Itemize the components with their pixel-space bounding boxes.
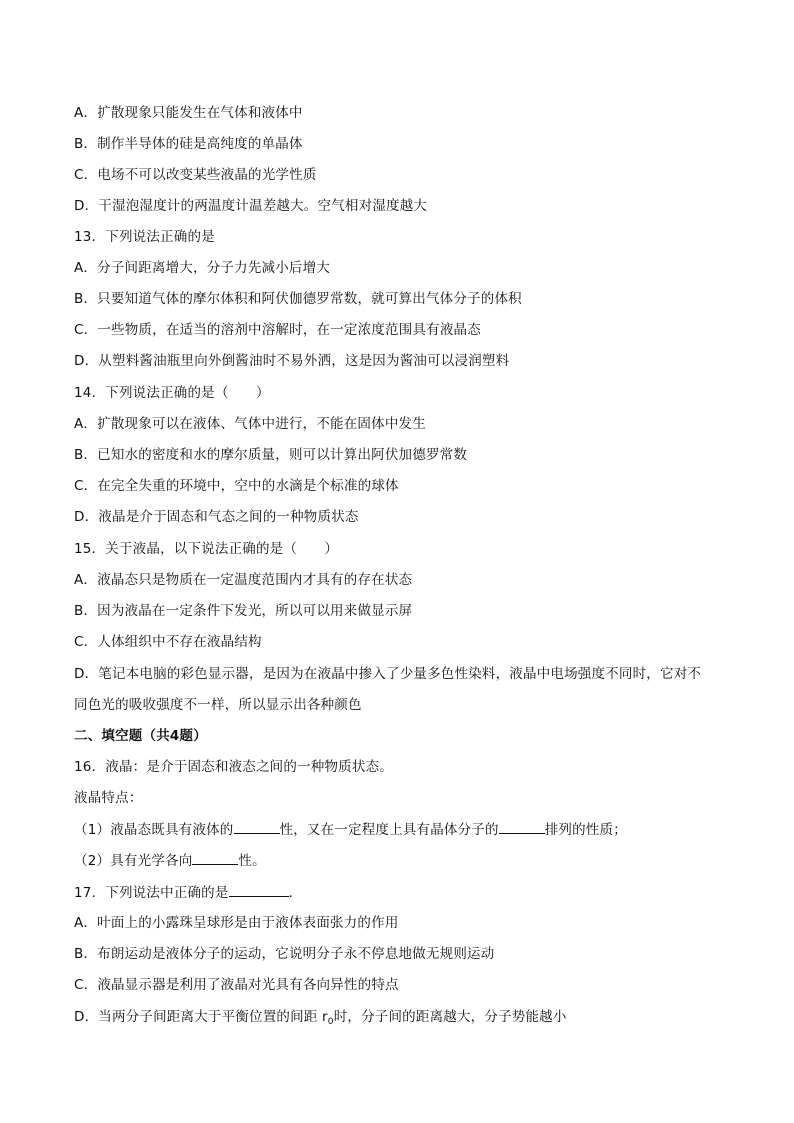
q12-option-c: C．电场不可以改变某些液晶的光学性质 bbox=[74, 167, 317, 183]
q12-option-a: A．扩散现象只能发生在气体和液体中 bbox=[74, 105, 303, 121]
q16-features-label: 液晶特点： bbox=[74, 790, 143, 806]
q17-option-d-text-a: D．当两分子间距离大于平衡位置的间距 r bbox=[74, 1009, 328, 1025]
answer-blank[interactable] bbox=[229, 882, 289, 897]
q16-item1-text-a: （1）液晶态既具有液体的 bbox=[74, 822, 234, 838]
q16-item2-text-a: （2）具有光学各向 bbox=[74, 853, 193, 869]
q17-option-d-text-b: 时，分子间的距离越大，分子势能越小 bbox=[333, 1009, 567, 1025]
q12-option-b: B．制作半导体的硅是高纯度的单晶体 bbox=[74, 136, 303, 152]
q17-option-b: B．布朗运动是液体分子的运动，它说明分子永不停息地做无规则运动 bbox=[74, 946, 495, 962]
q17-stem bbox=[74, 882, 724, 903]
q13-option-c: C．一些物质，在适当的溶剂中溶解时，在一定浓度范围具有液晶态 bbox=[74, 322, 481, 338]
q13-option-b: B．只要知道气体的摩尔体积和阿伏伽德罗常数，就可算出气体分子的体积 bbox=[74, 291, 522, 307]
q15-option-b: B．因为液晶在一定条件下发光，所以可以用来做显示屏 bbox=[74, 603, 413, 619]
q16-item-2 bbox=[74, 850, 724, 871]
q16-item2-text-b: 性。 bbox=[238, 853, 266, 869]
q16-item1-text-b: 性，又在一定程度上具有晶体分子的 bbox=[279, 822, 499, 838]
q15-option-a: A．液晶态只是物质在一定温度范围内才具有的存在状态 bbox=[74, 572, 413, 588]
q15-option-d: D．笔记本电脑的彩色显示器，是因为在液晶中掺入了少量多色性染料，液晶中电场强度不同时，它对不 bbox=[74, 666, 702, 682]
q15-option-d-continued: 同色光的吸收强度不一样，所以显示出各种颜色 bbox=[74, 697, 362, 713]
q12-option-d: D．干湿泡湿度计的两温度计温差越大。空气相对湿度越大 bbox=[74, 198, 428, 214]
q16-item1-text-c: 排列的性质； bbox=[544, 822, 627, 838]
q14-stem: 14．下列说法正确的是（ ） bbox=[74, 385, 270, 401]
q17-stem-end: ． bbox=[288, 885, 303, 901]
q13-option-d: D．从塑料酱油瓶里向外倒酱油时不易外洒，这是因为酱油可以浸润塑料 bbox=[74, 353, 510, 369]
section-title: 二、填空题（共4题） bbox=[74, 728, 207, 744]
q13-option-a: A．分子间距离增大，分子力先减小后增大 bbox=[74, 260, 331, 276]
q17-option-d bbox=[74, 1007, 724, 1032]
q13-stem: 13．下列说法正确的是 bbox=[74, 229, 215, 245]
answer-blank[interactable] bbox=[192, 850, 238, 865]
answer-blank[interactable] bbox=[234, 819, 280, 834]
q17-option-c: C．液晶显示器是利用了液晶对光具有各向异性的特点 bbox=[74, 977, 399, 993]
q14-option-c: C．在完全失重的环境中，空中的水滴是个标准的球体 bbox=[74, 478, 399, 494]
subscript-zero: 0 bbox=[327, 1017, 334, 1027]
q14-option-b: B．已知水的密度和水的摩尔质量，则可以计算出阿伏加德罗常数 bbox=[74, 447, 468, 463]
q15-option-c: C．人体组织中不存在液晶结构 bbox=[74, 634, 262, 650]
q17-option-a: A．叶面上的小露珠呈球形是由于液体表面张力的作用 bbox=[74, 915, 399, 931]
q16-item-1 bbox=[74, 819, 724, 840]
q16-stem: 16．液晶：是介于固态和液态之间的一种物质状态。 bbox=[74, 759, 393, 775]
answer-blank[interactable] bbox=[499, 819, 545, 834]
q17-stem-text: 17．下列说法中正确的是 bbox=[74, 885, 229, 901]
q14-option-d: D．液晶是介于固态和气态之间的一种物质状态 bbox=[74, 509, 359, 525]
q15-stem: 15．关于液晶，以下说法正确的是（ ） bbox=[74, 541, 339, 557]
q14-option-a: A．扩散现象可以在液体、气体中进行，不能在固体中发生 bbox=[74, 416, 426, 432]
